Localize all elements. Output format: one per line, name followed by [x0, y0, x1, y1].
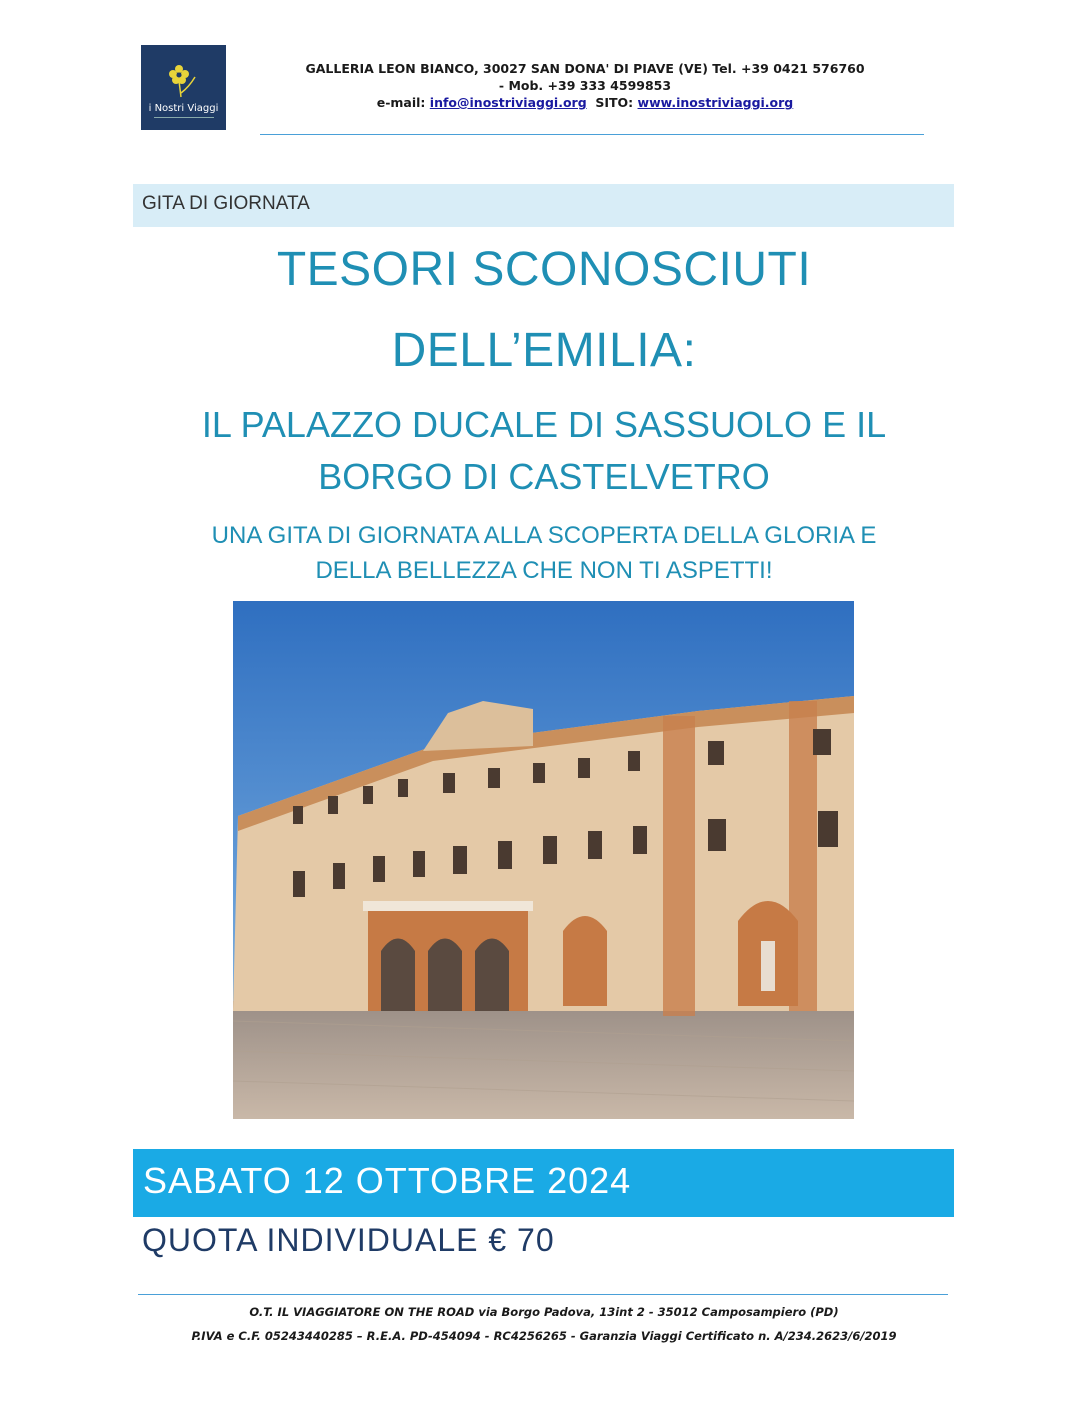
event-date: SABATO 12 OTTOBRE 2024 [133, 1149, 954, 1217]
footer-legal: P.IVA e C.F. 05243440285 – R.E.A. PD-454094 - RC4256265 - Garanzia Viaggi Certificato n. A/234.2623/6/2019 [191, 1329, 897, 1343]
category-tag: GITA DI GIORNATA [133, 184, 954, 227]
contact-mobile: - Mob. +39 333 4599853 [498, 78, 672, 93]
header-divider [260, 134, 924, 135]
email-label: e-mail: [376, 95, 426, 110]
subtitle [0, 399, 1088, 503]
tagline-line1: UNA GITA DI GIORNATA ALLA SCOPERTA DELLA GLORIA E [211, 522, 877, 549]
footer-divider [138, 1294, 948, 1295]
page-title-line2: DELL’EMILIA: [391, 324, 697, 377]
tagline [0, 518, 1088, 588]
footer-address: O.T. IL VIAGGIATORE ON THE ROAD via Borgo Padova, 13int 2 - 35012 Camposampiero (PD) [249, 1305, 839, 1319]
flower-icon [167, 63, 201, 99]
contact-web [255, 94, 915, 111]
page-title-line1: TESORI SCONOSCIUTI [276, 243, 812, 296]
email-link[interactable]: info@inostriviaggi.org [429, 95, 587, 110]
palace-photo [233, 601, 854, 1119]
subtitle-line2: BORGO DI CASTELVETRO [318, 456, 770, 497]
site-label: SITO: [595, 95, 634, 110]
contact-address: GALLERIA LEON BIANCO, 30027 SAN DONA' DI PIAVE (VE) Tel. +39 0421 576760 [305, 61, 865, 76]
price: QUOTA INDIVIDUALE € 70 [142, 1222, 555, 1258]
contact-block [255, 60, 915, 111]
tagline-line2: DELLA BELLEZZA CHE NON TI ASPETTI! [315, 557, 773, 584]
subtitle-line1: IL PALAZZO DUCALE DI SASSUOLO E IL [201, 404, 887, 445]
logo-name: i Nostri Viaggi [148, 103, 219, 114]
site-link[interactable]: www.inostriviaggi.org [637, 95, 794, 110]
company-logo [141, 45, 226, 130]
logo-underline [154, 117, 214, 118]
